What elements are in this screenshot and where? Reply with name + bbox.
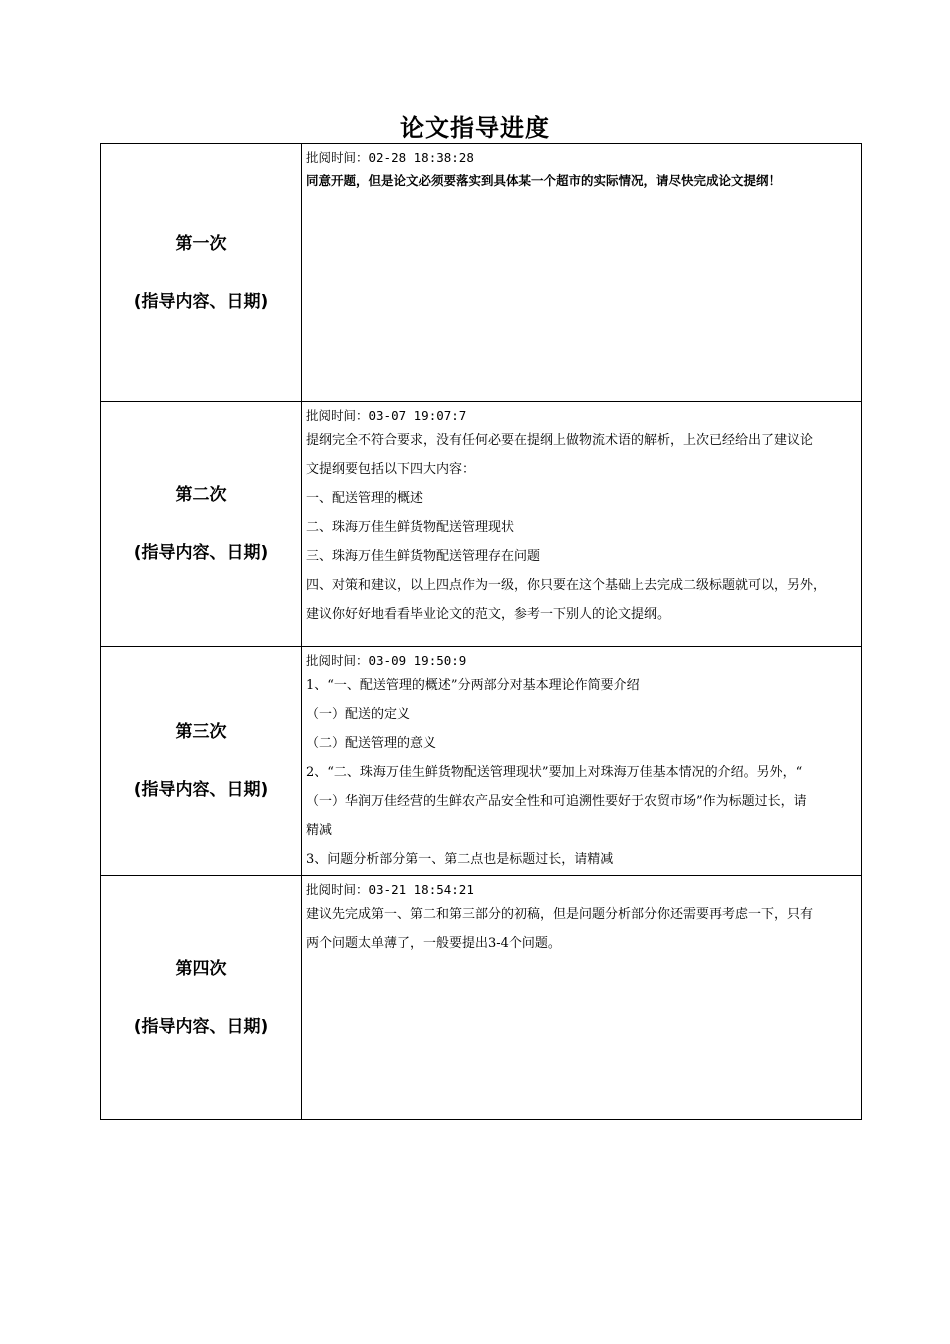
round-row-4 <box>101 876 862 1120</box>
round-title: 第二次 <box>175 485 227 505</box>
comment-line: 四、对策和建议，以上四点作为一级，你只要在这个基础上去完成二级标题就可以，另外， <box>306 578 827 593</box>
comment-line: （一）配送的定义 <box>306 707 411 722</box>
review-time: 批阅时间：03-21 18:54:21 <box>306 882 474 897</box>
comment-line: 建议先完成第一、第二和第三部分的初稿，但是问题分析部分你还需要再考虑一下，只有 <box>306 907 814 922</box>
comment-line: 2、“二、珠海万佳生鲜货物配送管理现状”要加上对珠海万佳基本情况的介绍。另外，“ <box>306 765 803 780</box>
comment-line: （二）配送管理的意义 <box>306 736 437 751</box>
comment-line: 两个问题太单薄了，一般要提出3-4个问题。 <box>306 936 561 951</box>
round-title: 第一次 <box>175 233 227 254</box>
comment-line: 3、问题分析部分第一、第二点也是标题过长，请精减 <box>306 852 614 867</box>
review-time: 批阅时间：03-07 19:07:7 <box>306 408 467 423</box>
round-sublabel: (指导内容、日期) <box>133 543 269 563</box>
round-sublabel: (指导内容、日期) <box>133 291 269 312</box>
comment-line: 二、珠海万佳生鲜货物配送管理现状 <box>306 520 515 535</box>
comment-line: （一）华润万佳经营的生鲜农产品安全性和可追溯性要好于农贸市场”作为标题过长，请 <box>306 794 807 809</box>
round-label-cell <box>101 144 302 402</box>
round-row-2 <box>101 402 862 647</box>
round-sublabel: (指导内容、日期) <box>133 780 269 800</box>
review-time: 批阅时间：02-28 18:38:28 <box>306 150 474 165</box>
review-time: 批阅时间：03-09 19:50:9 <box>306 653 467 668</box>
round-title: 第三次 <box>175 722 227 742</box>
round-content-cell <box>302 144 862 402</box>
comment-line: 文提纲要包括以下四大内容： <box>306 462 476 477</box>
round-label-cell <box>101 402 302 647</box>
round-content-cell <box>302 876 862 1120</box>
round-row-1 <box>101 144 862 402</box>
guidance-progress-table <box>100 143 862 1120</box>
round-label-cell <box>101 647 302 876</box>
page-title: 论文指导进度 <box>400 114 550 142</box>
comment-line: 一、配送管理的概述 <box>306 491 424 506</box>
comment-line: 同意开题，但是论文必须要落实到具体某一个超市的实际情况，请尽快完成论文提纲！ <box>306 173 782 188</box>
round-sublabel: (指导内容、日期) <box>133 1016 269 1037</box>
comment-line: 1、“一、配送管理的概述”分两部分对基本理论作简要介绍 <box>306 678 640 693</box>
comment-line: 精减 <box>306 823 333 838</box>
round-content-cell <box>302 402 862 647</box>
round-label-cell <box>101 876 302 1120</box>
round-content-cell <box>302 647 862 876</box>
comment-line: 三、珠海万佳生鲜货物配送管理存在问题 <box>306 549 541 564</box>
round-row-3 <box>101 647 862 876</box>
comment-line: 建议你好好地看看毕业论文的范文，参考一下别人的论文提纲。 <box>306 607 671 622</box>
round-title: 第四次 <box>175 958 227 979</box>
comment-line: 提纲完全不符合要求，没有任何必要在提纲上做物流术语的解析，上次已经给出了建议论 <box>306 433 814 448</box>
